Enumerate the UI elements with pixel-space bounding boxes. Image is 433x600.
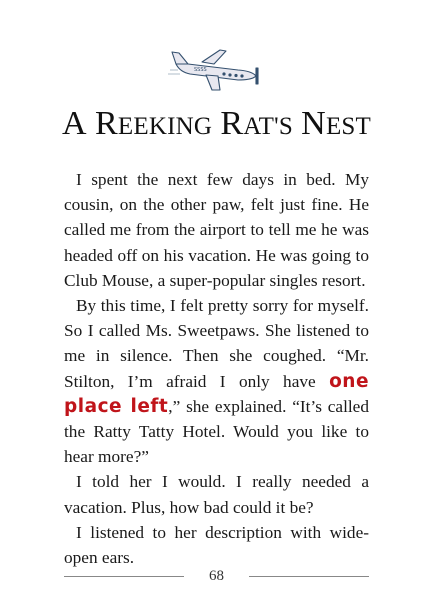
title-word-1-initial: R bbox=[94, 105, 118, 142]
paragraph-4: I listened to her description with wide-open ears. bbox=[64, 522, 369, 568]
plane-marking: SSSS bbox=[194, 67, 207, 73]
paragraph-2-after: ,” she explained. “It’s called the Ratty Tatty Hotel. Would you like to hear more?” bbox=[64, 396, 369, 467]
paragraph-2-before: By this time, I felt pretty sorry for myself. So I called Ms. Sweetpaws. She listened to me in silence. Then she coughed. “Mr. Stilton, I’m afraid I only have bbox=[64, 296, 369, 391]
page-footer bbox=[64, 566, 369, 586]
paragraph-2 bbox=[64, 293, 369, 469]
title-word-3-rest: EST bbox=[325, 113, 371, 140]
body-text bbox=[64, 167, 369, 570]
title-word-1-rest: EEKING bbox=[117, 113, 213, 140]
airplane-icon bbox=[168, 44, 264, 98]
page-number: 68 bbox=[209, 568, 224, 584]
paragraph-3: I told her I would. I really needed a vacation. Plus, how bad could it be? bbox=[64, 472, 369, 517]
footer-rule-right bbox=[249, 576, 369, 577]
title-word-2-initial: R bbox=[220, 105, 244, 142]
emphasis-text: one place left bbox=[64, 370, 369, 417]
title-word-3-initial: N bbox=[301, 105, 326, 142]
paragraph-1: I spent the next few days in bed. My cousin, on the other paw, felt just fine. He called me from the airport to tell me he was headed off on his vacation. He was going to Club Mouse, a super-popular singles resort. bbox=[64, 170, 369, 290]
chapter-title bbox=[0, 104, 433, 146]
title-word-2-rest: AT'S bbox=[243, 113, 293, 140]
title-initial: A bbox=[62, 105, 87, 142]
